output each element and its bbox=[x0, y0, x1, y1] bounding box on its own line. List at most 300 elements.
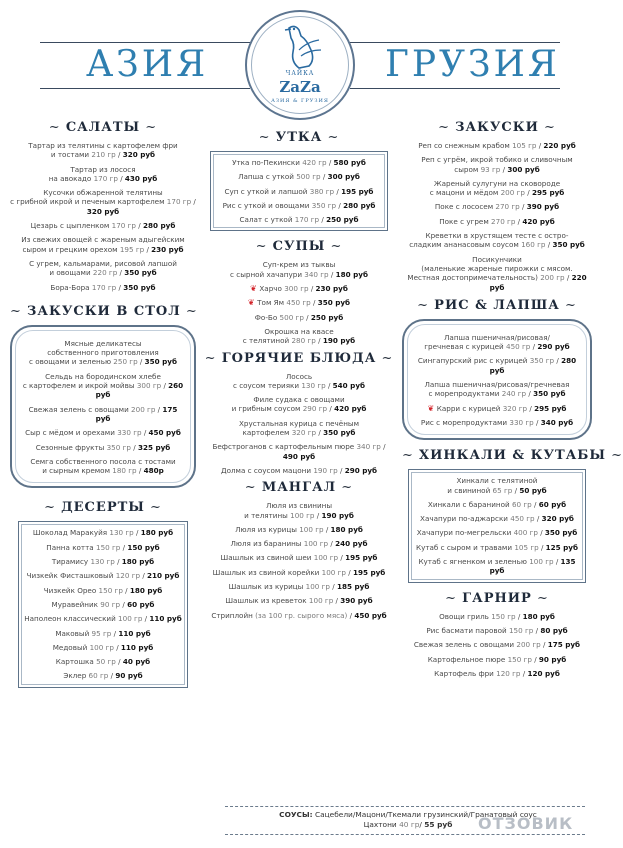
dish-name: Хачапури по-аджарски bbox=[420, 514, 511, 524]
section-title-garnish: ~ ГАРНИР ~ bbox=[445, 590, 549, 606]
dish-name: Овощи гриль bbox=[439, 611, 492, 621]
separator: / bbox=[533, 625, 541, 635]
dish-name: Люля из баранины bbox=[230, 539, 304, 549]
rice-item bbox=[414, 333, 580, 352]
separator: / bbox=[500, 164, 508, 174]
soup-item bbox=[204, 260, 394, 279]
duck-item bbox=[215, 201, 383, 210]
separator: / bbox=[116, 282, 124, 292]
dish-weight: 100 гр bbox=[321, 567, 346, 577]
dish-weight: 330 гр bbox=[509, 417, 534, 427]
separator: / bbox=[538, 542, 546, 552]
dish-price: 230 руб bbox=[315, 284, 348, 294]
dish-weight: 195 гр bbox=[119, 244, 145, 254]
separator: / bbox=[314, 510, 322, 520]
separator: / bbox=[115, 657, 123, 667]
dish-price: 320 руб bbox=[86, 206, 120, 216]
section-title-duck: ~ УТКА ~ bbox=[258, 130, 340, 145]
separator: / bbox=[527, 403, 535, 413]
dish-weight: 150 гр bbox=[98, 585, 123, 595]
soup-item bbox=[204, 284, 394, 293]
title-asia: АЗИЯ bbox=[86, 44, 209, 85]
dish-name: Свежая зелень с овощами bbox=[413, 640, 517, 650]
watermark: ОТЗОВИК bbox=[478, 814, 574, 833]
dish-weight: 270 гр bbox=[491, 216, 516, 226]
sauces-weight: 40 гр bbox=[399, 820, 420, 829]
salad-item bbox=[10, 141, 196, 160]
dish-name: Бора-Бора bbox=[50, 282, 92, 292]
section-title-rice: ~ РИС & ЛАПША ~ bbox=[417, 297, 577, 313]
dish-name: Рис с уткой и овощами bbox=[222, 200, 312, 210]
separator: / bbox=[536, 141, 544, 150]
dish-price: 350 руб bbox=[317, 298, 351, 308]
zakuska-item bbox=[402, 179, 592, 198]
separator: / bbox=[120, 542, 128, 552]
dish-price: 350 руб bbox=[533, 389, 566, 399]
section-title-zakuski: ~ ЗАКУСКИ ~ bbox=[438, 120, 556, 135]
dish-name: Поке с угрем bbox=[439, 216, 492, 226]
dish-name: Суп-крем из тыквы с сырной хачапури bbox=[230, 260, 336, 279]
dish-price: 180 руб bbox=[330, 524, 363, 534]
khinkali-item bbox=[413, 543, 581, 552]
dessert-item bbox=[23, 543, 183, 552]
dish-name: Маковый bbox=[55, 628, 92, 638]
dish-price: 250 руб bbox=[326, 215, 359, 225]
separator: / bbox=[120, 599, 128, 609]
dish-price: 350 руб bbox=[124, 268, 157, 278]
dish-price: 290 руб bbox=[537, 342, 570, 352]
dish-price: 220 руб bbox=[489, 273, 587, 292]
khinkali-item bbox=[413, 557, 581, 576]
separator: / bbox=[345, 567, 353, 577]
dish-price: 40 руб bbox=[122, 657, 151, 667]
dish-weight: 220 гр bbox=[92, 268, 118, 278]
dish-name: Эклер bbox=[63, 671, 89, 681]
zakuska-stol-item bbox=[22, 372, 184, 400]
chili-pepper-icon: ❦ bbox=[250, 284, 260, 294]
garnish-list bbox=[402, 612, 592, 678]
separator: / bbox=[337, 465, 345, 475]
dish-name: Утка по-Пекински bbox=[232, 158, 303, 167]
dish-weight: 380 гр bbox=[309, 186, 335, 196]
rice-box bbox=[402, 319, 592, 440]
sauces-label: СОУСЫ: bbox=[279, 810, 313, 819]
separator: / bbox=[303, 312, 311, 322]
dish-price: 295 руб bbox=[534, 403, 567, 413]
dish-weight: 400 гр bbox=[513, 528, 538, 538]
separator: / bbox=[553, 557, 561, 567]
sauces-list: Сацебели/Мацони/Ткемали грузинский/Гранатовый соус bbox=[314, 810, 537, 819]
dish-weight: 350 гр bbox=[529, 356, 555, 366]
dish-weight: 130 гр bbox=[301, 380, 326, 390]
separator: / bbox=[338, 553, 346, 563]
dish-weight: 100 гр bbox=[290, 510, 315, 520]
dish-name: Реп с угрём, икрой тобико и сливочным сыром bbox=[421, 155, 573, 174]
dish-weight: 450 гр bbox=[286, 298, 311, 308]
dish-weight: 60 гр bbox=[511, 499, 532, 509]
dish-name: Картофельное пюре bbox=[427, 654, 508, 664]
dish-weight: 160 гр bbox=[521, 240, 546, 250]
dish-name: Тартар из лосося на авокадо bbox=[48, 164, 136, 183]
separator: / bbox=[117, 268, 125, 278]
dish-weight: 170 гр bbox=[166, 197, 192, 207]
dish-weight: 65 гр bbox=[492, 485, 513, 495]
dish-name: Рис с морепродуктами bbox=[420, 417, 510, 427]
sauces-price: 55 руб bbox=[424, 820, 453, 829]
soup-item bbox=[204, 298, 394, 307]
separator: / bbox=[191, 197, 196, 207]
dish-weight: 95 гр bbox=[91, 628, 112, 638]
separator: / bbox=[534, 514, 542, 524]
dish-weight: 150 гр bbox=[96, 542, 121, 552]
grill-item bbox=[204, 525, 394, 534]
dish-weight: 350 гр bbox=[311, 200, 337, 210]
dish-name: Шашлык из креветок bbox=[225, 596, 309, 606]
dish-price: 185 руб bbox=[337, 582, 370, 592]
dish-name: Чизкейк Орео bbox=[43, 585, 99, 595]
dish-name: Картофель фри bbox=[434, 668, 497, 678]
separator: / bbox=[533, 417, 541, 427]
garnish-item bbox=[402, 640, 592, 649]
separator: / bbox=[333, 596, 341, 606]
dish-weight: 130 гр bbox=[90, 557, 115, 567]
rice-item bbox=[414, 404, 580, 413]
separator: / bbox=[519, 202, 527, 212]
dish-name: Чизкейк Фисташковый bbox=[26, 571, 116, 581]
hot-dish-item bbox=[204, 442, 394, 461]
dish-weight: 100 гр bbox=[303, 539, 329, 549]
dish-name: Кутаб с ягненком и зеленью bbox=[418, 557, 530, 567]
salad-item bbox=[10, 259, 196, 278]
separator: / bbox=[327, 404, 335, 414]
separator: / bbox=[520, 668, 528, 678]
separator: / bbox=[330, 582, 337, 592]
dish-price: 430 руб bbox=[124, 173, 158, 183]
dish-name: Филе судака с овощами и грибным соусом bbox=[231, 395, 345, 414]
dish-weight: 450 гр bbox=[506, 342, 531, 352]
dish-name: Стриплойн bbox=[211, 610, 256, 620]
dish-name: Мясные деликатесы собственного приготовления с овощами и зеленью bbox=[28, 338, 159, 367]
separator: / bbox=[135, 221, 143, 231]
dish-name: Салат с уткой bbox=[239, 215, 295, 225]
dish-name: Поке с лососем bbox=[434, 202, 496, 212]
dish-name: Рис басмати паровой bbox=[426, 625, 509, 635]
dish-weight: 150 гр bbox=[508, 625, 534, 635]
column-left bbox=[10, 120, 196, 688]
separator: / bbox=[334, 186, 342, 196]
zakuska-item bbox=[402, 141, 592, 150]
dish-weight: 50 гр bbox=[96, 657, 116, 667]
column-middle bbox=[204, 130, 394, 625]
dish-weight: 200 гр bbox=[131, 404, 156, 414]
dish-name: Муравейник bbox=[51, 599, 101, 609]
separator: / bbox=[130, 442, 138, 452]
separator: / bbox=[141, 428, 149, 438]
dish-name: Лосось с соусом терияки bbox=[232, 371, 313, 390]
dish-name: Шашлык из свиной шеи bbox=[220, 553, 314, 563]
grill-list bbox=[204, 501, 394, 620]
grill-item bbox=[204, 596, 394, 605]
hot-dish-item bbox=[204, 419, 394, 438]
dessert-item bbox=[23, 586, 183, 595]
zakuska-stol-item bbox=[22, 428, 184, 437]
zakuski-stol-list bbox=[15, 330, 191, 484]
dish-price: 390 руб bbox=[526, 202, 560, 212]
dish-name: С угрем, кальмарами, рисовой лапшой и овощами bbox=[29, 258, 177, 278]
dish-name: Семга собственного посола с тостами и сырным кремом bbox=[30, 456, 176, 476]
duck-item bbox=[215, 158, 383, 167]
dish-price: 220 руб bbox=[543, 141, 576, 150]
separator: / bbox=[319, 215, 327, 225]
dish-name: Шоколад Маракуйя bbox=[32, 528, 110, 538]
sauces-cakhtoni: Цахтони bbox=[363, 820, 397, 829]
soups-list bbox=[204, 260, 394, 345]
dish-price: 420 руб bbox=[522, 216, 555, 226]
grill-item bbox=[204, 568, 394, 577]
dish-name: Шашлык из свиной корейки bbox=[212, 567, 322, 577]
dish-weight: 100 гр bbox=[118, 614, 143, 624]
soup-item bbox=[204, 327, 394, 346]
dish-weight: 90 гр bbox=[100, 599, 121, 609]
khinkali-item bbox=[413, 514, 581, 523]
separator: / bbox=[161, 381, 169, 391]
separator: / bbox=[554, 356, 562, 366]
rice-item bbox=[414, 418, 580, 427]
dish-weight: 330 гр bbox=[117, 428, 142, 438]
separator: / bbox=[531, 499, 539, 509]
zakuska-stol-item bbox=[22, 339, 184, 367]
dish-name: Окрошка на квасе с телятиной bbox=[242, 326, 334, 346]
dish-weight: 120 гр bbox=[496, 668, 521, 678]
dish-weight: 200 гр bbox=[540, 273, 565, 283]
dish-name: Медовый bbox=[52, 642, 90, 652]
separator: / bbox=[526, 389, 534, 399]
dish-price: 90 руб bbox=[115, 671, 143, 681]
dish-name: Жареный сулугуни на сковороде с мацони и мёдом bbox=[429, 178, 561, 198]
salad-item bbox=[10, 235, 196, 254]
dish-price: 195 руб bbox=[352, 567, 386, 577]
sauces-line-2: Цахтони 40 гр/ 55 руб bbox=[363, 820, 453, 829]
dish-price: 50 руб bbox=[519, 485, 547, 495]
separator: / bbox=[316, 428, 324, 438]
separator: / bbox=[308, 284, 316, 294]
dish-name: Реп со снежным крабом bbox=[418, 141, 513, 150]
dish-weight: 200 гр bbox=[500, 188, 525, 198]
garnish-item bbox=[402, 669, 592, 678]
logo-sub-text: АЗИЯ & ГРУЗИЯ bbox=[271, 98, 329, 104]
header-line-right-top bbox=[350, 42, 560, 43]
chili-pepper-icon: ❦ bbox=[247, 298, 258, 308]
dish-name: Карри с курицей bbox=[436, 403, 503, 413]
zakuska-stol-item bbox=[22, 405, 184, 424]
dish-price: 180 руб bbox=[129, 585, 163, 595]
dish-weight: 280 гр bbox=[291, 336, 316, 346]
dish-name: Фо-Бо bbox=[254, 312, 280, 322]
dish-price: 195 руб bbox=[341, 186, 374, 196]
dish-price: 180 руб bbox=[121, 557, 155, 567]
dish-weight: 180 гр bbox=[112, 466, 137, 476]
separator: / bbox=[111, 628, 119, 638]
dish-price: 125 руб bbox=[545, 542, 579, 552]
dish-name: Свежая зелень с овощами bbox=[28, 404, 132, 414]
dish-name: Люля из свинины и телятины bbox=[244, 501, 333, 520]
logo-name: ZaZa bbox=[279, 78, 321, 96]
dish-weight: 240 гр bbox=[501, 389, 527, 399]
dish-weight: 210 гр bbox=[91, 150, 116, 160]
dish-price: 80 руб bbox=[540, 625, 568, 635]
separator: / bbox=[117, 173, 125, 183]
dish-price: 240 руб bbox=[335, 539, 368, 549]
dish-weight: 170 гр bbox=[111, 221, 136, 231]
separator: / bbox=[122, 585, 130, 595]
separator: / bbox=[137, 357, 145, 367]
header-line-left-bottom bbox=[40, 88, 250, 89]
dish-weight: 250 гр bbox=[113, 357, 138, 367]
separator: / bbox=[144, 244, 152, 254]
separator: / bbox=[336, 200, 344, 210]
logo-top-text: ЧАЙКА bbox=[285, 70, 315, 77]
hot-list bbox=[204, 372, 394, 476]
garnish-item bbox=[402, 612, 592, 621]
dish-name: Хинкали с телятиной и свининой bbox=[447, 476, 538, 495]
dish-weight: 100 гр bbox=[89, 642, 114, 652]
dish-name: Кусочки обжаренной телятины с грибной икрой и печеным картофелем bbox=[10, 188, 165, 207]
dish-price: 110 руб bbox=[118, 628, 151, 638]
seagull-icon bbox=[279, 22, 325, 72]
dish-weight: 100 гр bbox=[305, 582, 330, 592]
zakuska-item bbox=[402, 255, 592, 292]
section-title-salads: ~ САЛАТЫ ~ bbox=[48, 120, 158, 135]
khinkali-item bbox=[413, 476, 581, 495]
separator: / bbox=[113, 642, 121, 652]
dish-weight: (за 100 гр. сырого мяса) bbox=[255, 610, 348, 620]
khinkali-box bbox=[408, 469, 586, 582]
dish-price: 420 руб bbox=[334, 404, 367, 414]
dish-weight: 500 гр bbox=[279, 312, 304, 322]
dish-weight: 450 гр bbox=[510, 514, 535, 524]
zakuska-item bbox=[402, 202, 592, 211]
dish-price: 290 руб bbox=[344, 465, 378, 475]
dish-price: 320 руб bbox=[541, 514, 574, 524]
dish-weight: 105 гр bbox=[512, 141, 537, 150]
hot-dish-item bbox=[204, 372, 394, 391]
grill-item bbox=[204, 501, 394, 520]
dish-name: Люля из курицы bbox=[235, 524, 300, 534]
dish-name: Хрустальная курица с печёным картофелем bbox=[238, 418, 360, 438]
dish-weight: 500 гр bbox=[296, 172, 321, 182]
separator: / bbox=[530, 342, 538, 352]
desserts-box bbox=[18, 521, 188, 687]
rice-list bbox=[407, 324, 587, 435]
dish-price: 350 руб bbox=[323, 428, 356, 438]
dish-weight: 270 гр bbox=[495, 202, 520, 212]
hot-dish-item bbox=[204, 466, 394, 475]
dish-name: Харчо bbox=[259, 284, 285, 294]
dish-name: Тартар из телятины с картофелем фри и тостами bbox=[28, 141, 178, 160]
dish-name: Лапша пшеничная/рисовая/ гречневая с курицей bbox=[424, 332, 550, 352]
grill-item bbox=[204, 539, 394, 548]
rice-item bbox=[414, 380, 580, 399]
separator: / bbox=[540, 640, 548, 650]
khinkali-item bbox=[413, 500, 581, 509]
dish-price: 350 руб bbox=[544, 528, 578, 538]
dish-weight: 170 гр bbox=[294, 215, 320, 225]
dish-name: Из свежих овощей с жареным адыгейским сыром и грецким орехом bbox=[21, 235, 185, 254]
duck-box bbox=[210, 151, 388, 231]
dish-name: Сельдь на бородинском хлебе с картофелем и икрой мойвы bbox=[22, 371, 161, 391]
dish-price: 60 руб bbox=[127, 599, 155, 609]
dish-price: 280 руб bbox=[489, 356, 577, 375]
dish-price: 180 руб bbox=[335, 269, 368, 279]
zakuska-stol-item bbox=[22, 443, 184, 452]
dish-price: 110 руб bbox=[120, 642, 154, 652]
dish-name: Посикунчики (маленькие жареные пирожки с мясом. Местная достопримечательность) bbox=[407, 254, 573, 283]
dish-name: Сезонные фрукты bbox=[35, 442, 107, 452]
dish-price: 540 руб bbox=[332, 380, 366, 390]
dessert-item bbox=[23, 671, 183, 680]
soup-item bbox=[204, 313, 394, 322]
dessert-item bbox=[23, 614, 183, 623]
separator: / bbox=[323, 524, 331, 534]
section-title-grill: ~ МАНГАЛ ~ bbox=[244, 480, 354, 496]
dish-price: 190 руб bbox=[321, 510, 354, 520]
separator: / bbox=[512, 485, 520, 495]
dish-price: 260 руб bbox=[95, 381, 184, 400]
rice-item bbox=[414, 356, 580, 375]
footer-divider-top bbox=[225, 806, 585, 807]
title-georgia: ГРУЗИЯ bbox=[385, 44, 560, 85]
dish-name: Наполеон классический bbox=[24, 614, 119, 624]
dish-price: 280 руб bbox=[142, 221, 176, 231]
dish-name: Сыр с мёдом и орехами bbox=[25, 428, 118, 438]
dish-weight: 100 гр bbox=[308, 596, 334, 606]
separator: / bbox=[315, 336, 323, 346]
dish-name: Бефстроганов с картофельным пюре bbox=[212, 442, 357, 452]
dish-price: 250 руб bbox=[310, 312, 344, 322]
separator: / bbox=[326, 158, 334, 167]
dish-price: 195 руб bbox=[345, 553, 378, 563]
garnish-item bbox=[402, 655, 592, 664]
hot-dish-item bbox=[204, 395, 394, 414]
separator: / bbox=[564, 273, 572, 283]
dish-price: 180 руб bbox=[522, 611, 555, 621]
zakuska-stol-item bbox=[22, 457, 184, 476]
dish-price: 300 руб bbox=[327, 172, 360, 182]
separator: / bbox=[155, 404, 163, 414]
zakuska-item bbox=[402, 217, 592, 226]
dish-price: 340 руб bbox=[540, 417, 574, 427]
dish-name: Креветки в хрустящем тесте с остро- сладким ананасовым соусом bbox=[409, 231, 569, 250]
dish-weight: 150 гр bbox=[507, 654, 532, 664]
dish-name: Цезарь с цыпленком bbox=[30, 221, 112, 231]
duck-item bbox=[215, 187, 383, 196]
separator: / bbox=[328, 539, 336, 549]
separator: / bbox=[380, 442, 386, 452]
dish-price: 325 руб bbox=[137, 442, 171, 452]
zakuski-stol-box bbox=[10, 325, 196, 489]
khinkali-item bbox=[413, 528, 581, 537]
separator: / bbox=[537, 528, 545, 538]
dessert-item bbox=[23, 571, 183, 580]
dessert-item bbox=[23, 600, 183, 609]
separator: / bbox=[140, 571, 148, 581]
dessert-item bbox=[23, 643, 183, 652]
separator: / bbox=[115, 150, 123, 160]
dish-price: 110 руб bbox=[149, 614, 182, 624]
dish-weight: 340 гр bbox=[304, 269, 329, 279]
dish-price: 280 руб bbox=[343, 200, 376, 210]
dish-weight: 200 гр bbox=[516, 640, 541, 650]
